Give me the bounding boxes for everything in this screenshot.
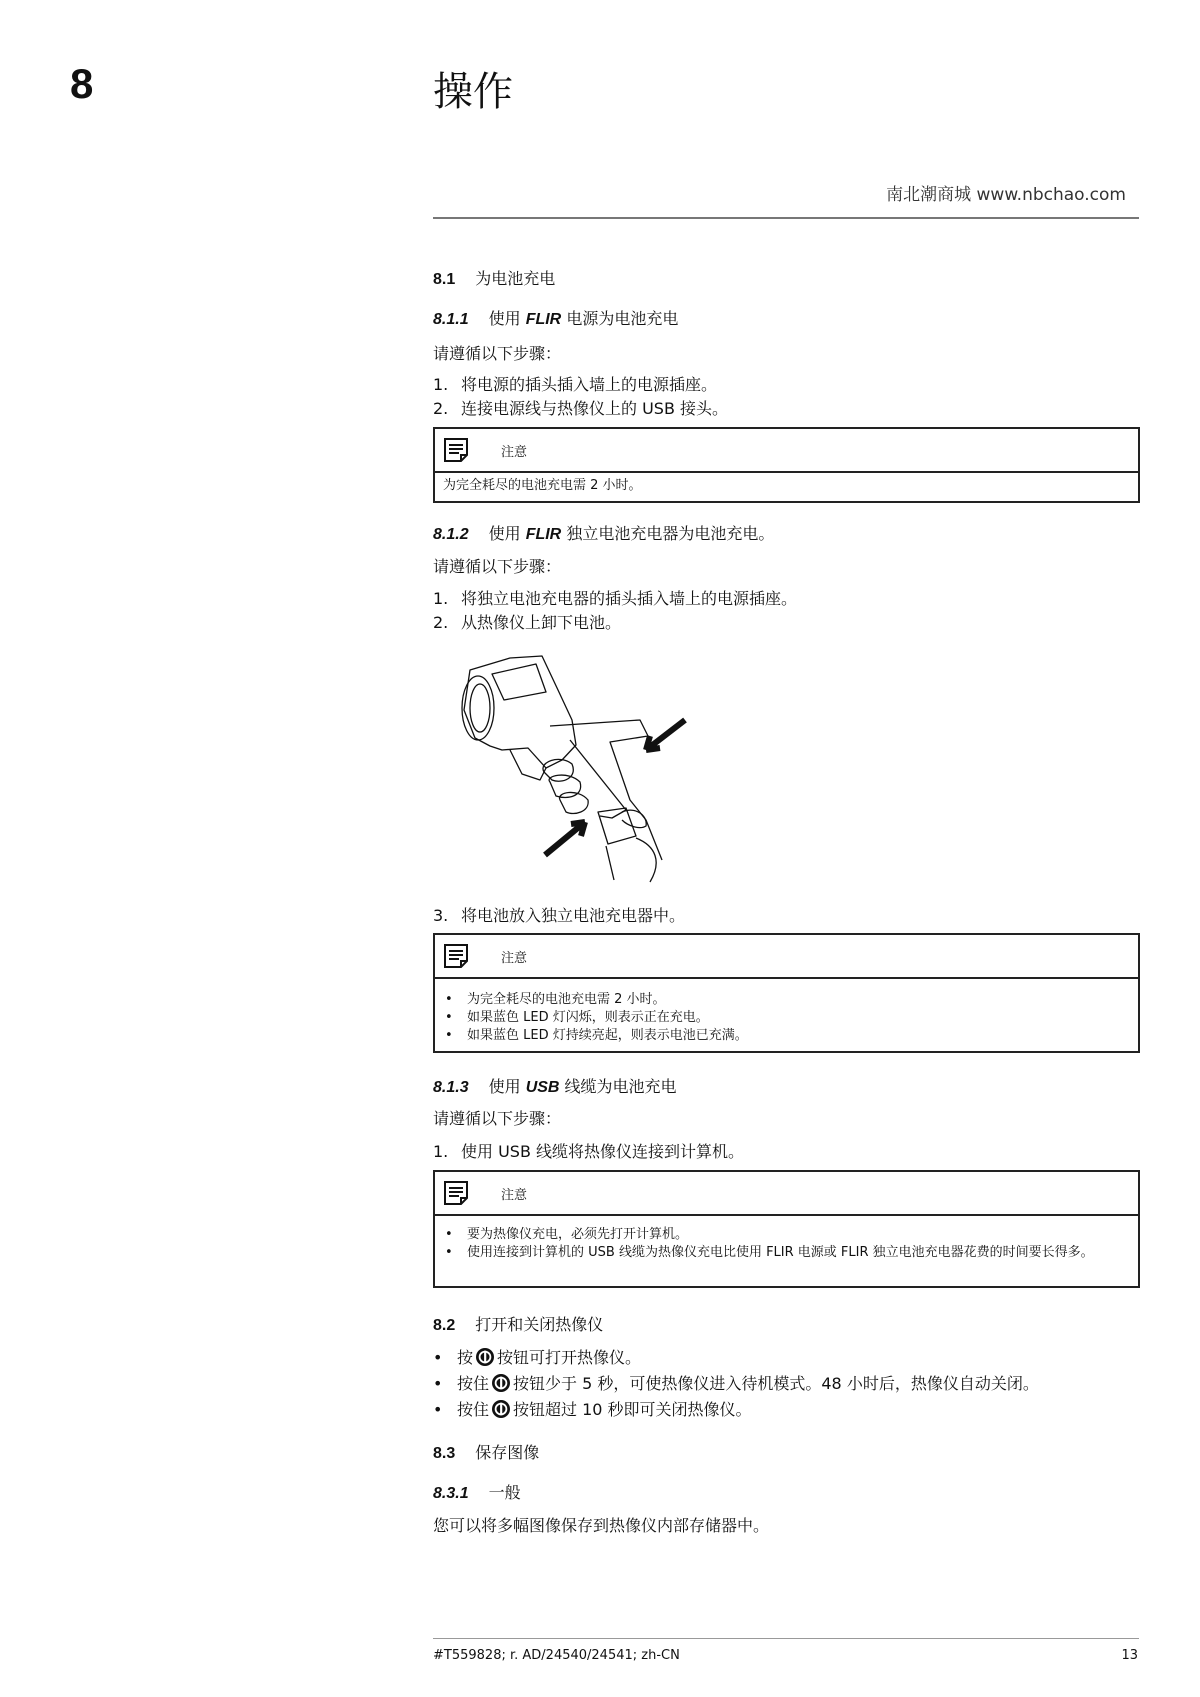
footer-doc-id: #T559828; r. AD/24540/24541; zh-CN (433, 1648, 680, 1663)
title-part: 使用 (488, 524, 526, 543)
step-item (433, 905, 685, 927)
step-item (433, 374, 728, 398)
title-part: 使用 (488, 1077, 526, 1096)
footer-divider (433, 1638, 1139, 1639)
bullet-item: • 按住 按钮超过 10 秒即可关闭热像仪。 (433, 1400, 752, 1419)
step-number: 1. (433, 375, 449, 394)
section-8-1-2-heading (433, 523, 774, 546)
note-icon (443, 943, 469, 969)
note-item: • 如果蓝色 LED 灯闪烁，则表示正在充电。 (443, 1009, 1130, 1027)
bullet-text: 按住 (457, 1374, 490, 1393)
section-title: 打开和关闭热像仪 (475, 1315, 604, 1334)
battery-removal-illustration (450, 650, 700, 890)
power-button-icon (476, 1348, 494, 1366)
step-text: 将电池放入独立电池充电器中。 (461, 906, 686, 925)
title-part: 线缆为电池充电 (559, 1077, 677, 1096)
section-8-1-heading (433, 268, 555, 291)
title-part: 独立电池充电器为电池充电。 (561, 524, 775, 543)
note-label: 注意 (501, 1188, 528, 1203)
bullet-text: 按住 (457, 1400, 490, 1419)
step-text: 从热像仪上卸下电池。 (461, 613, 622, 632)
step-item (433, 612, 797, 636)
section-8-3-1-heading (433, 1482, 521, 1505)
intro-text: 请遵循以下步骤： (433, 557, 562, 576)
note-box (433, 1170, 1140, 1288)
note-box (433, 933, 1140, 1053)
note-label: 注意 (501, 445, 528, 460)
section-number: 8.3 (433, 1445, 456, 1462)
note-icon (443, 1180, 469, 1206)
step-number: 3. (433, 906, 449, 925)
power-button-icon (492, 1374, 510, 1392)
step-number: 2. (433, 399, 449, 418)
section-8-1-1-heading (433, 308, 678, 331)
note-label: 注意 (501, 951, 528, 966)
header-divider (433, 217, 1139, 219)
section-8-1-3-heading (433, 1076, 677, 1099)
section-number: 8.3.1 (433, 1485, 469, 1502)
intro-text: 请遵循以下步骤： (433, 1109, 562, 1128)
title-part: 电源为电池充电 (561, 309, 679, 328)
section-8-3-heading (433, 1442, 539, 1465)
note-box (433, 427, 1140, 503)
title-brand: FLIR (525, 311, 562, 328)
note-item: • 如果蓝色 LED 灯持续亮起，则表示电池已充满。 (443, 1027, 1130, 1045)
step-item (433, 588, 797, 612)
title-part: 使用 (488, 309, 526, 328)
step-text: 将独立电池充电器的插头插入墙上的电源插座。 (461, 589, 798, 608)
title-brand: USB (525, 1079, 560, 1096)
note-item: • 使用连接到计算机的 USB 线缆为热像仪充电比使用 FLIR 电源或 FLIR 独立电池充电器花费的时间要长得多。 (443, 1244, 1130, 1262)
chapter-title: 操作 (433, 69, 513, 115)
step-text: 连接电源线与热像仪上的 USB 接头。 (461, 399, 729, 418)
bullet-item: • 按住 按钮少于 5 秒，可使热像仪进入待机模式。48 小时后，热像仪自动关闭。 (433, 1374, 1039, 1393)
section-title: 为电池充电 (475, 269, 556, 288)
step-number: 1. (433, 1142, 449, 1161)
page-number: 13 (1121, 1648, 1138, 1663)
note-item: • 为完全耗尽的电池充电需 2 小时。 (443, 991, 1130, 1009)
step-item (433, 398, 728, 422)
bullet-text: 按钮超过 10 秒即可关闭热像仪。 (513, 1400, 752, 1419)
section-8-2-heading (433, 1314, 603, 1337)
note-icon (443, 437, 469, 463)
bullet-item: • 按 按钮可打开热像仪。 (433, 1348, 642, 1367)
step-number: 2. (433, 613, 449, 632)
section-number: 8.1.3 (433, 1079, 469, 1096)
step-item (433, 1141, 744, 1163)
step-list (433, 374, 728, 422)
section-number: 8.1 (433, 271, 456, 288)
chapter-number: 8 (70, 60, 94, 107)
note-item: • 要为热像仪充电，必须先打开计算机。 (443, 1226, 1130, 1244)
bullet-list (433, 1347, 1039, 1425)
note-text: 为完全耗尽的电池充电需 2 小时。 (443, 478, 642, 493)
step-text: 将电源的插头插入墙上的电源插座。 (461, 375, 718, 394)
step-list (433, 588, 797, 636)
intro-text: 请遵循以下步骤： (433, 344, 562, 363)
step-number: 1. (433, 589, 449, 608)
header-site: 南北潮商城 www.nbchao.com (886, 185, 1126, 205)
section-title: 保存图像 (475, 1443, 540, 1462)
bullet-text: 按钮少于 5 秒，可使热像仪进入待机模式。48 小时后，热像仪自动关闭。 (513, 1374, 1039, 1393)
bullet-text: 按 (457, 1348, 474, 1367)
section-number: 8.2 (433, 1317, 456, 1334)
title-brand: FLIR (525, 526, 562, 543)
section-title: 一般 (488, 1483, 521, 1502)
section-number: 8.1.1 (433, 311, 469, 328)
bullet-text: 按钮可打开热像仪。 (497, 1348, 642, 1367)
power-button-icon (492, 1400, 510, 1418)
section-number: 8.1.2 (433, 526, 469, 543)
body-text: 您可以将多幅图像保存到热像仪内部存储器中。 (433, 1516, 770, 1535)
step-text: 使用 USB 线缆将热像仪连接到计算机。 (461, 1142, 745, 1161)
